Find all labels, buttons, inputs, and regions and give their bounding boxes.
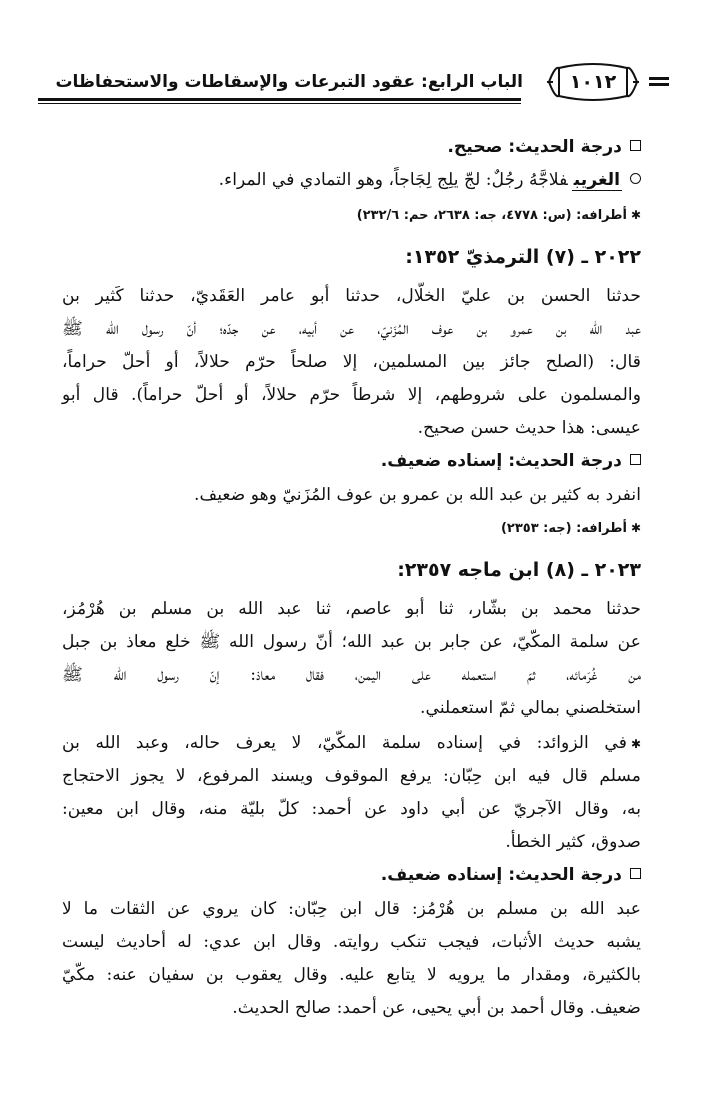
text-line: من غُرَمائه، ثمّ استعمله على اليمن، فقال معاذ: إنّ رسول الله ﷺ — [62, 665, 641, 685]
text-line: مسلم قال فيه ابن حِبّان: يرفع الموقوف ويسند المرفوع، لا يجوز الاحتجاج — [62, 766, 641, 786]
running-header — [38, 58, 641, 118]
text-line: ضعيف. وقال أحمد بن أبي يحيى، عن أحمد: صالح الحديث. — [232, 998, 641, 1018]
asterisk-icon: ✱ — [630, 208, 641, 222]
gharib-label: الغريب — [573, 170, 620, 190]
square-bullet-icon — [630, 454, 641, 465]
text-line: عبد الله بن مسلم بن هُرْمُز: قال ابن حِبّان: كان يروي عن الثقات ما لا — [62, 899, 641, 919]
atrafuh-note: ✱أطرافه: (جه: ٢٣٥٣) — [500, 521, 641, 536]
hadith-grade: درجة الحديث: إسناده ضعيف. — [62, 861, 641, 889]
hadith-heading: ٢٠٢٢ ـ (٧) الترمذيّ ١٣٥٢: — [405, 246, 641, 268]
hadith-heading: ٢٠٢٣ ـ (٨) ابن ماجه ٢٣٥٧: — [397, 559, 641, 581]
text-line: عن سلمة المكّيّ، عن جابر بن عبد الله؛ أنّ رسول الله ﷺ خلع معاذ بن جبل — [62, 632, 641, 652]
asterisk-icon: ✱ — [630, 737, 641, 751]
text-line: حدثنا محمد بن بشّار، ثنا أبو عاصم، ثنا عبد الله بن مسلم بن هُرْمُز، — [62, 599, 641, 619]
chapter-title: الباب الرابع: عقود التبرعات والإسقاطات والاستحفاظات — [55, 72, 523, 92]
header-dash — [649, 83, 669, 86]
header-dash — [649, 77, 669, 80]
text-line: انفرد به كثير بن عبد الله بن عمرو بن عوف المُزَنيّ وهو ضعيف. — [193, 485, 641, 505]
text-line: بالكثيرة، ومقدار ما يرويه لا يتابع عليه. وقال يعقوب بن سفيان عنه: مكّيّ — [62, 965, 641, 985]
text-line: عبد الله بن عمرو بن عوف المُزَنيّ، عن أبيه، عن جدّه؛ أنّ رسول الله ﷺ — [62, 319, 641, 339]
asterisk-icon: ✱ — [630, 521, 641, 535]
header-rule — [38, 98, 521, 104]
text-line: يشبه حديث الأثبات، فيجب تنكب روايته. وقال ابن عدي: له أحاديث ليست — [62, 932, 641, 952]
hadith-grade: درجة الحديث: إسناده ضعيف. — [62, 447, 641, 475]
square-bullet-icon — [630, 140, 641, 151]
text-line: به، وقال الآجريّ عن أبي داود عن أحمد: كلّ بليّة منه، وقال ابن معين: — [62, 799, 641, 819]
zawaid-note: ✱في الزوائد: في إسناده سلمة المكّيّ، لا يعرف حاله، وعبد الله بن — [62, 733, 641, 753]
text-line: صدوق، كثير الخطأ. — [505, 832, 641, 852]
gharib-note: الغريبفلاجَّهُ رجُلٌ: لجّ يلِج لِجَاجاً، وهو التمادي في المراء. — [62, 166, 641, 194]
text-line: والمسلمون على شروطهم، إلا شرطاً حرّم حلالاً، أو أحلّ حراماً). قال أبو — [62, 385, 641, 405]
page-number: ١٠١٢ — [569, 71, 617, 93]
square-bullet-icon — [630, 868, 641, 879]
atrafuh-note: ✱أطرافه: (س: ٤٧٧٨، جه: ٢٦٣٨، حم: ٢٣٢/٦) — [356, 208, 641, 223]
hadith-grade: درجة الحديث: صحيح. — [62, 133, 641, 161]
page-number-ornament — [545, 62, 641, 102]
text-line: قال: (الصلح جائز بين المسلمين، إلا صلحاً حرّم حلالاً، أو أحلّ حراماً، — [62, 352, 641, 372]
text-line: استخلصني بمالي ثمّ استعملني. — [420, 698, 641, 718]
circle-bullet-icon — [630, 173, 641, 184]
text-line: حدثنا الحسن بن عليّ الخلّال، حدثنا أبو عامر العَقَديّ، حدثنا كَثير بن — [62, 286, 641, 306]
text-line: عيسى: هذا حديث حسن صحيح. — [417, 418, 641, 438]
